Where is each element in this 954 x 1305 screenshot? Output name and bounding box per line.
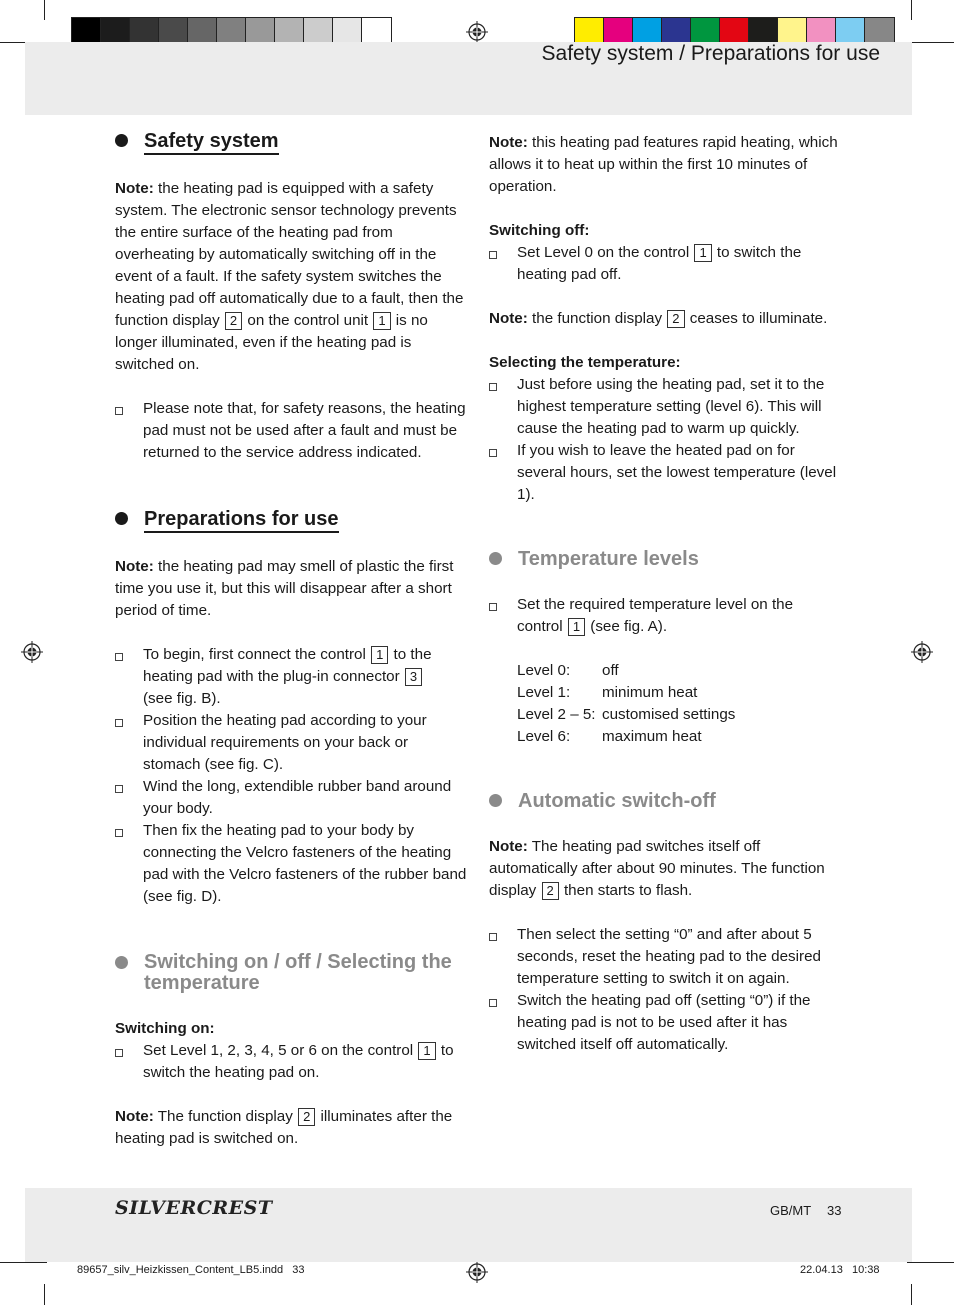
- crop-mark: [911, 0, 912, 20]
- temperature-levels-table: [517, 660, 735, 748]
- registration-mark-icon: [911, 641, 933, 663]
- list-item: Set Level 1, 2, 3, 4, 5 or 6 on the control 1 to switch the heating pad on.: [115, 1040, 467, 1084]
- switching-off-list: [489, 242, 841, 286]
- level-row: [517, 660, 735, 682]
- registration-mark-icon: [466, 1261, 488, 1283]
- bullet-dot-icon: [489, 794, 502, 807]
- level-row: [517, 726, 735, 748]
- level-label: Level 6:: [517, 728, 571, 745]
- registration-mark-icon: [466, 21, 488, 43]
- crop-mark: [0, 1262, 47, 1263]
- rapid-heating-note: Note: this heating pad features rapid heating, which allows it to heat up within the first 10 minutes of operation.: [489, 134, 838, 195]
- list-item: To begin, first connect the control 1 to the heating pad with the plug-in connector 3 (see fig. B).: [115, 644, 467, 710]
- bullet-dot-icon: [115, 134, 128, 147]
- list-item: Please note that, for safety reasons, the heating pad must not be used after a fault and must be returned to the service address indicated.: [115, 398, 467, 464]
- switching-on-list: [115, 1040, 467, 1084]
- section-heading-safety: Safety system: [115, 130, 467, 155]
- ref-number: 1: [373, 312, 390, 330]
- temperature-list: [489, 594, 841, 638]
- auto-off-list: [489, 924, 841, 1056]
- ref-number: 1: [568, 618, 585, 636]
- ref-number: 3: [405, 668, 422, 686]
- slug-date: 22.04.13 10:38: [800, 1264, 880, 1276]
- switching-on-subheading: Switching on:: [115, 1020, 215, 1037]
- level-description: maximum heat: [602, 728, 702, 745]
- level-label: Level 0:: [517, 662, 571, 679]
- list-item: Wind the long, extendible rubber band around your body.: [115, 776, 467, 820]
- level-row: [517, 704, 735, 726]
- list-item: Set the required temperature level on the control 1 (see fig. A).: [489, 594, 841, 638]
- list-item: Then fix the heating pad to your body by connecting the Velcro fasteners of the heating pad with the Velcro fasteners of the rubber band (see fig. D).: [115, 820, 467, 908]
- safety-list: [115, 398, 467, 464]
- switching-off-subheading: Switching off:: [489, 222, 590, 239]
- brand-logo: SILVERCREST: [115, 1197, 273, 1219]
- slug-filename: 89657_silv_Heizkissen_Content_LB5.indd 33: [77, 1264, 305, 1276]
- registration-mark-icon: [21, 641, 43, 663]
- crop-mark: [907, 42, 954, 43]
- level-description: off: [602, 662, 619, 679]
- list-item: Just before using the heating pad, set it to the highest temperature setting (level 6). This will cause the heating pad to warm up quickly.: [489, 374, 841, 440]
- ref-number: 1: [694, 244, 711, 262]
- left-column: [115, 130, 467, 1150]
- section-heading-temperature-levels: Temperature levels: [489, 548, 841, 571]
- level-label: Level 2 – 5:: [517, 706, 596, 723]
- crop-mark: [44, 1284, 45, 1305]
- auto-off-note: Note: The heating pad switches itself off automatically after about 90 minutes. The function display 2 then starts to flash.: [489, 838, 825, 899]
- selecting-temperature-list: [489, 374, 841, 506]
- list-item: Switch the heating pad off (setting “0”) if the heating pad is not to be used after it has switched itself off automatically.: [489, 990, 841, 1056]
- footer-lang: GB/MT: [770, 1203, 812, 1218]
- page-number: 33: [827, 1203, 842, 1218]
- crop-mark: [44, 0, 45, 20]
- section-heading-switching: Switching on / off / Selecting the temperature: [115, 952, 467, 995]
- level-label: Level 1:: [517, 684, 571, 701]
- selecting-temperature-subheading: Selecting the temperature:: [489, 354, 681, 371]
- switching-on-note: Note: The function display 2 illuminates after the heating pad is switched on.: [115, 1108, 453, 1147]
- level-row: [517, 682, 735, 704]
- ref-number: 1: [418, 1042, 435, 1060]
- ref-number: 2: [667, 310, 684, 328]
- bullet-dot-icon: [115, 956, 128, 969]
- switching-off-note: Note: the function display 2 ceases to illuminate.: [489, 310, 828, 327]
- list-item: Set Level 0 on the control 1 to switch the heating pad off.: [489, 242, 841, 286]
- crop-mark: [911, 1284, 912, 1305]
- bullet-dot-icon: [489, 552, 502, 565]
- preparations-note: Note: the heating pad may smell of plastic the first time you use it, but this will disappear after a short period of time.: [115, 558, 454, 619]
- right-column: [489, 132, 841, 1056]
- ref-number: 2: [298, 1108, 315, 1126]
- bullet-dot-icon: [115, 512, 128, 525]
- ref-number: 1: [371, 646, 388, 664]
- list-item: Position the heating pad according to your individual requirements on your back or stomach (see fig. C).: [115, 710, 467, 776]
- section-heading-preparations: Preparations for use: [115, 508, 467, 533]
- preparations-list: [115, 644, 467, 908]
- ref-number: 2: [225, 312, 242, 330]
- list-item: Then select the setting “0” and after about 5 seconds, reset the heating pad to the desired temperature setting to switch it on again.: [489, 924, 841, 990]
- level-description: minimum heat: [602, 684, 698, 701]
- safety-note: Note: the heating pad is equipped with a safety system. The electronic sensor technology prevents the entire surface of the heating pad from overheating by automatically switching off in the event of a fault. If the safety system switches the heating pad off automatically due to a fault, then the function display 2 on the control unit 1 is no longer illuminated, even if the heating pad is switched on.: [115, 180, 464, 373]
- page-title: Safety system / Preparations for use: [541, 42, 880, 65]
- crop-mark: [907, 1262, 954, 1263]
- section-heading-automatic-switch-off: Automatic switch-off: [489, 790, 841, 813]
- list-item: If you wish to leave the heated pad on for several hours, set the lowest temperature (level 1).: [489, 440, 841, 506]
- ref-number: 2: [542, 882, 559, 900]
- level-description: customised settings: [602, 706, 736, 723]
